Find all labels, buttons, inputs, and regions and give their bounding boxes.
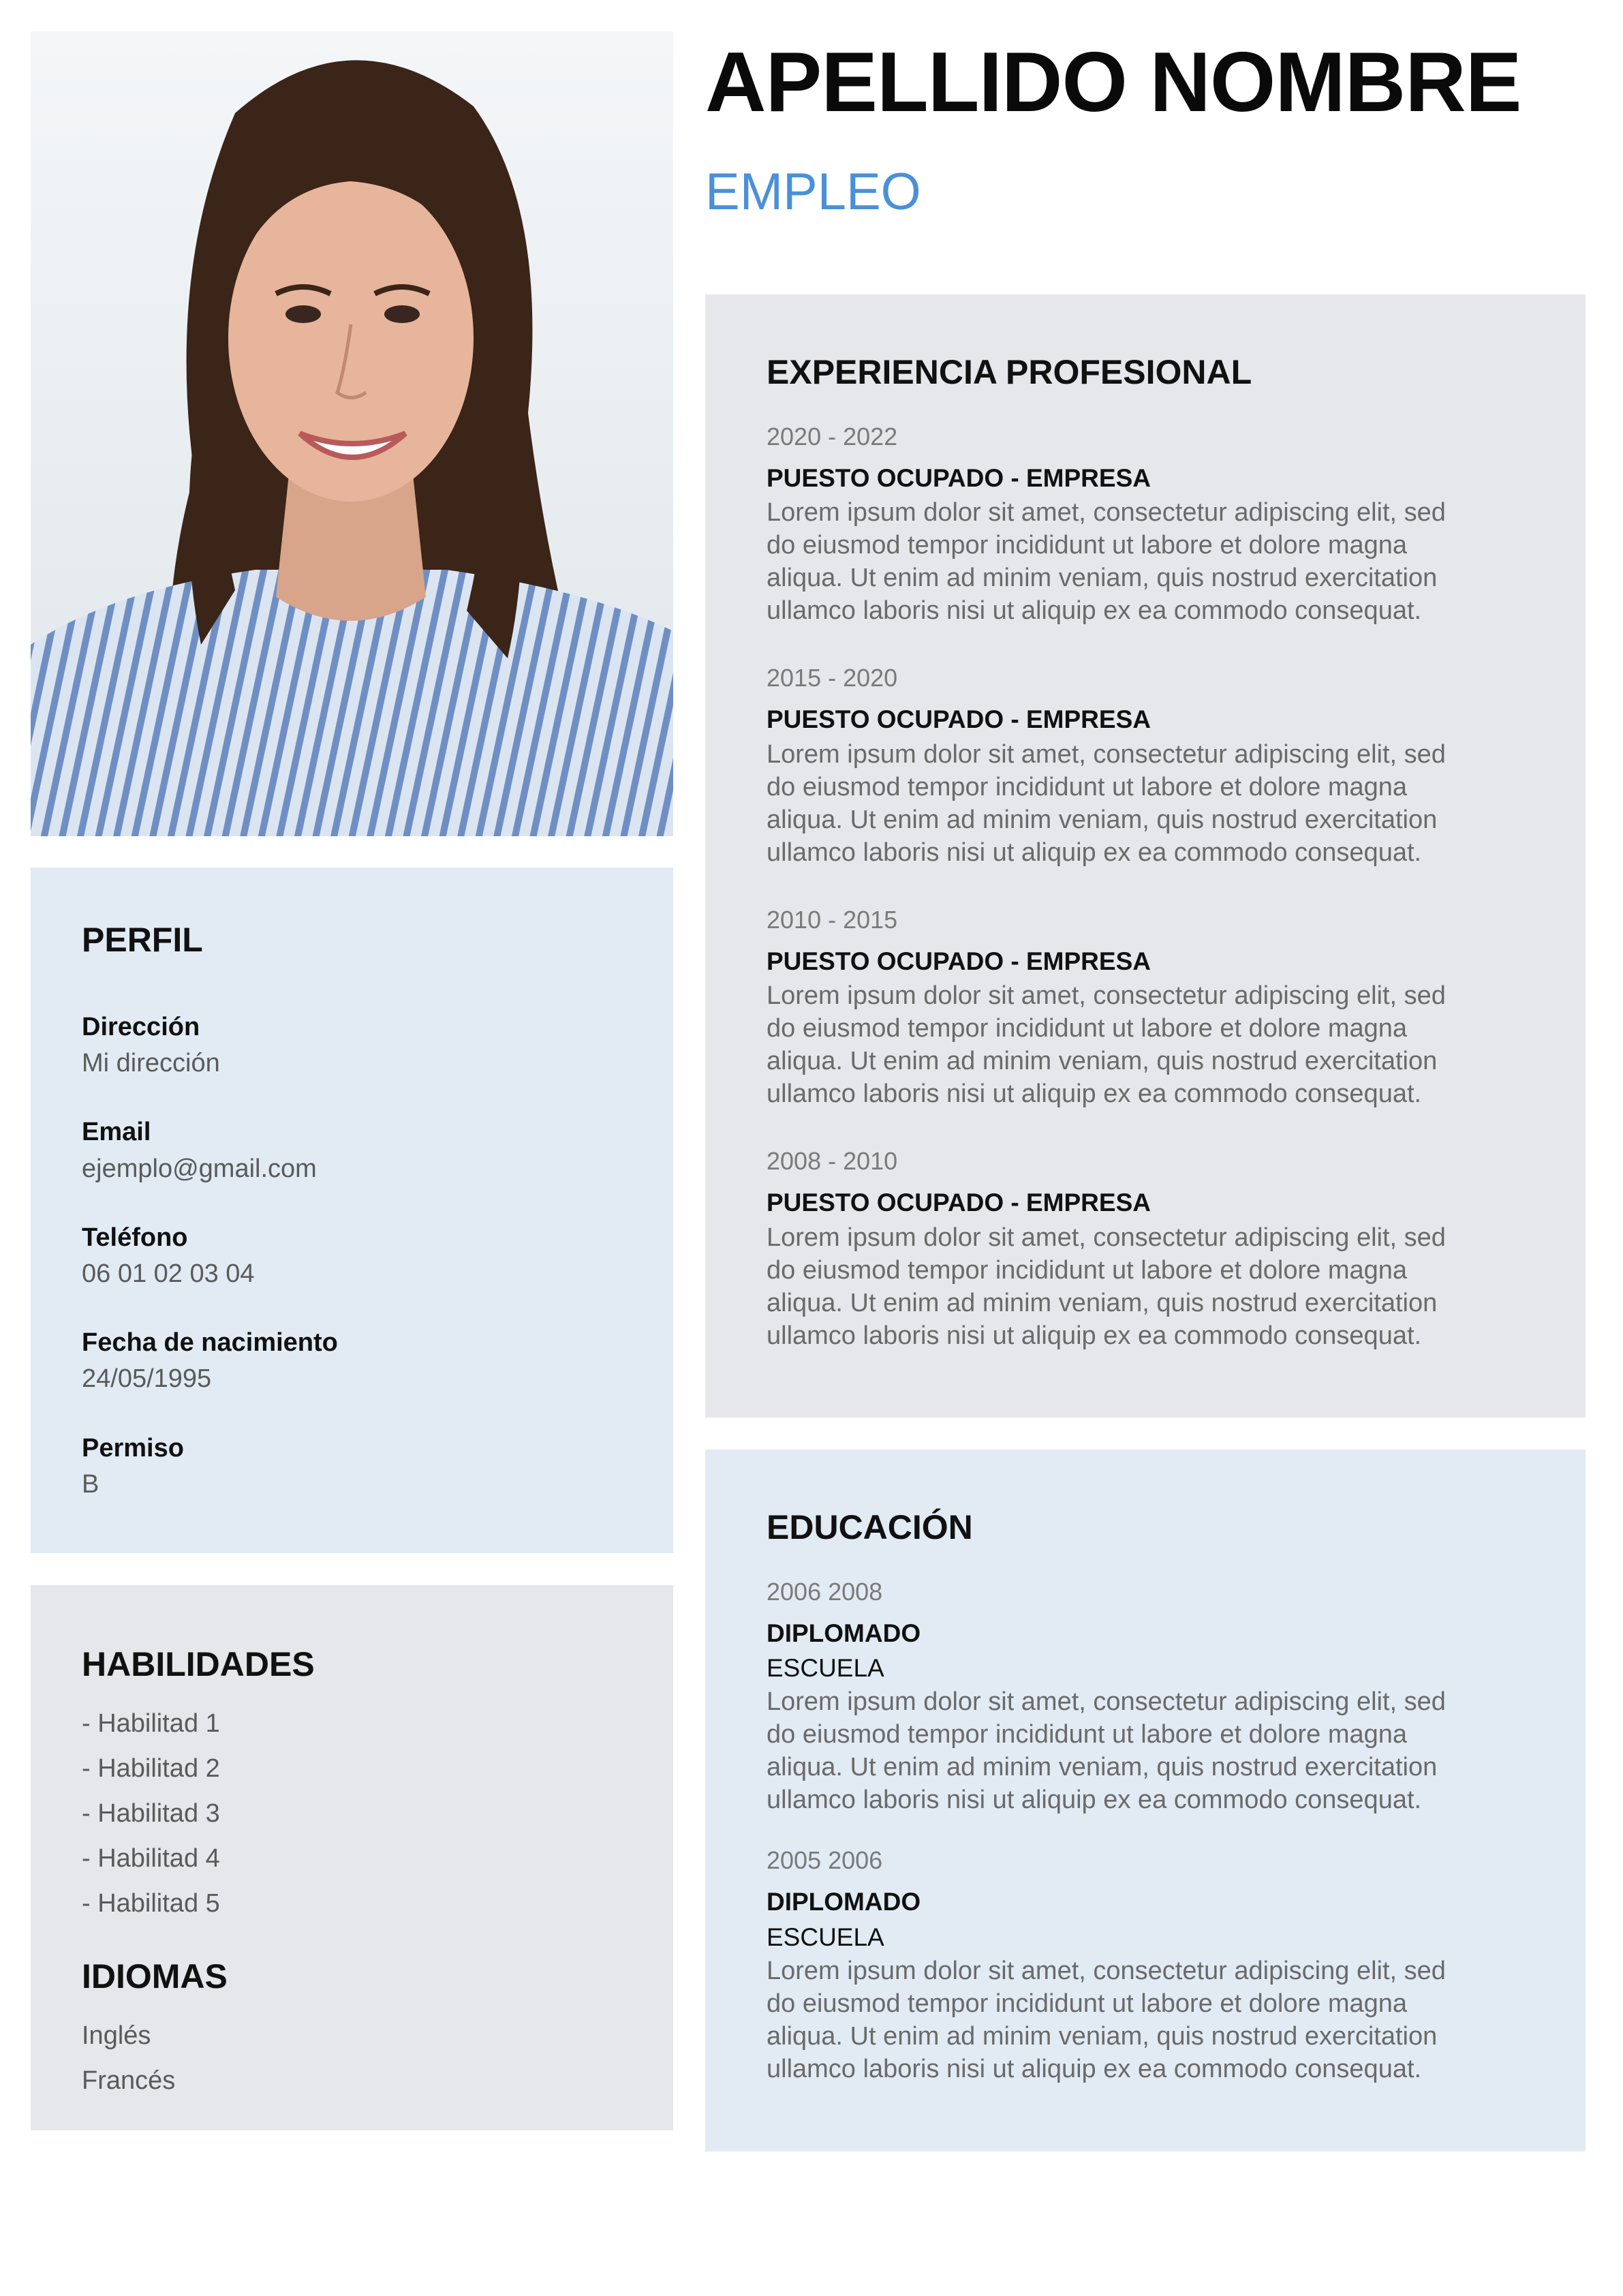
experience-section	[705, 294, 1586, 1418]
field-label: Teléfono	[82, 1223, 188, 1252]
description-line: aliqua. Ut enim ad minim veniam, quis nostrud exercitation	[767, 2021, 1438, 2051]
profile-field	[82, 1220, 622, 1292]
description-line: ullamco laboris nisi ut aliquip ex ea commodo consequat.	[767, 838, 1422, 867]
field-label: Email	[82, 1118, 151, 1147]
description-line: aliqua. Ut enim ad minim veniam, quis nostrud exercitation	[767, 1753, 1438, 1782]
entry-description	[767, 979, 1524, 1110]
entry-degree: DIPLOMADO	[767, 1619, 921, 1647]
field-value: B	[82, 1469, 99, 1499]
field-label: Fecha de nacimiento	[82, 1328, 338, 1358]
entry-role: PUESTO OCUPADO - EMPRESA	[767, 1189, 1151, 1217]
description-line: ullamco laboris nisi ut aliquip ex ea commodo consequat.	[767, 1321, 1422, 1350]
description-line: aliqua. Ut enim ad minim veniam, quis nostrud exercitation	[767, 564, 1438, 593]
skill-item: - Habilitad 2	[82, 1754, 220, 1783]
description-line: ullamco laboris nisi ut aliquip ex ea commodo consequat.	[767, 2054, 1422, 2083]
field-value: 24/05/1995	[82, 1364, 212, 1394]
description-line: Lorem ipsum dolor sit amet, consectetur adipiscing elit, sed	[767, 1223, 1446, 1252]
description-line: do eiusmod tempor incididunt ut labore et dolore magna	[767, 1989, 1408, 2018]
skills-title: HABILIDADES	[82, 1645, 315, 1683]
entry-role: PUESTO OCUPADO - EMPRESA	[767, 947, 1151, 975]
portrait-photo-icon	[31, 31, 673, 836]
entry-description	[767, 1955, 1524, 2085]
experience-title: EXPERIENCIA PROFESIONAL	[767, 353, 1252, 391]
field-label: Dirección	[82, 1013, 200, 1041]
job-title: EMPLEO	[705, 163, 921, 221]
languages-title: IDIOMAS	[82, 1957, 228, 1995]
experience-entry	[767, 1146, 1524, 1351]
profile-photo	[31, 31, 673, 836]
profile-field	[82, 1325, 622, 1397]
education-entry	[767, 1845, 1524, 2085]
experience-entry	[767, 904, 1524, 1110]
entry-dates: 2020 - 2022	[767, 423, 898, 450]
description-line: Lorem ipsum dolor sit amet, consectetur adipiscing elit, sed	[767, 1956, 1446, 1985]
description-line: ullamco laboris nisi ut aliquip ex ea commodo consequat.	[767, 1786, 1422, 1815]
profile-field	[82, 1114, 622, 1187]
entry-description	[767, 1685, 1524, 1816]
description-line: Lorem ipsum dolor sit amet, consectetur adipiscing elit, sed	[767, 981, 1446, 1011]
description-line: Lorem ipsum dolor sit amet, consectetur adipiscing elit, sed	[767, 739, 1446, 769]
skill-item: - Habilitad 4	[82, 1844, 220, 1873]
language-item: Inglés	[82, 2021, 151, 2050]
description-line: aliqua. Ut enim ad minim veniam, quis nostrud exercitation	[767, 805, 1438, 834]
entry-school: ESCUELA	[767, 1654, 884, 1683]
profile-section	[31, 868, 673, 1553]
description-line: do eiusmod tempor incididunt ut labore et dolore magna	[767, 1014, 1408, 1043]
entry-dates: 2008 - 2010	[767, 1147, 898, 1176]
education-section	[705, 1450, 1586, 2152]
languages-list	[82, 2013, 622, 2103]
description-line: do eiusmod tempor incididunt ut labore et dolore magna	[767, 531, 1408, 560]
entry-description	[767, 1221, 1524, 1352]
description-line: ullamco laboris nisi ut aliquip ex ea commodo consequat.	[767, 596, 1422, 626]
education-entry	[767, 1576, 1524, 1816]
language-item: Francés	[82, 2066, 176, 2095]
description-line: Lorem ipsum dolor sit amet, consectetur adipiscing elit, sed	[767, 498, 1446, 527]
profile-field	[82, 1009, 622, 1082]
description-line: do eiusmod tempor incididunt ut labore et dolore magna	[767, 1720, 1408, 1749]
profile-field	[82, 1430, 622, 1503]
skills-section	[31, 1585, 673, 2130]
field-value: 06 01 02 03 04	[82, 1259, 255, 1288]
education-title: EDUCACIÓN	[767, 1508, 973, 1546]
description-line: do eiusmod tempor incididunt ut labore et dolore magna	[767, 772, 1408, 801]
description-line: ullamco laboris nisi ut aliquip ex ea commodo consequat.	[767, 1080, 1422, 1109]
field-label: Permiso	[82, 1433, 184, 1463]
entry-degree: DIPLOMADO	[767, 1888, 921, 1916]
full-name: APELLIDO NOMBRE	[705, 35, 1521, 129]
field-value: ejemplo@gmail.com	[82, 1154, 317, 1183]
profile-title: PERFIL	[82, 921, 203, 959]
description-line: do eiusmod tempor incididunt ut labore et dolore magna	[767, 1255, 1408, 1285]
description-line: Lorem ipsum dolor sit amet, consectetur adipiscing elit, sed	[767, 1687, 1446, 1717]
description-line: aliqua. Ut enim ad minim veniam, quis nostrud exercitation	[767, 1047, 1438, 1076]
entry-role: PUESTO OCUPADO - EMPRESA	[767, 705, 1151, 734]
entry-role: PUESTO OCUPADO - EMPRESA	[767, 463, 1151, 492]
field-value: Mi dirección	[82, 1049, 220, 1078]
experience-entry	[767, 662, 1524, 868]
entry-dates: 2005 2006	[767, 1846, 883, 1875]
skill-item: - Habilitad 1	[82, 1709, 220, 1738]
entry-school: ESCUELA	[767, 1923, 884, 1951]
experience-entry	[767, 421, 1524, 627]
skill-item: - Habilitad 3	[82, 1799, 220, 1828]
skills-list	[82, 1701, 622, 1926]
entry-description	[767, 738, 1524, 869]
entry-description	[767, 496, 1524, 627]
description-line: aliqua. Ut enim ad minim veniam, quis nostrud exercitation	[767, 1288, 1438, 1317]
skill-item: - Habilitad 5	[82, 1889, 220, 1918]
entry-dates: 2006 2008	[767, 1578, 883, 1606]
entry-dates: 2015 - 2020	[767, 664, 898, 692]
entry-dates: 2010 - 2015	[767, 905, 898, 934]
